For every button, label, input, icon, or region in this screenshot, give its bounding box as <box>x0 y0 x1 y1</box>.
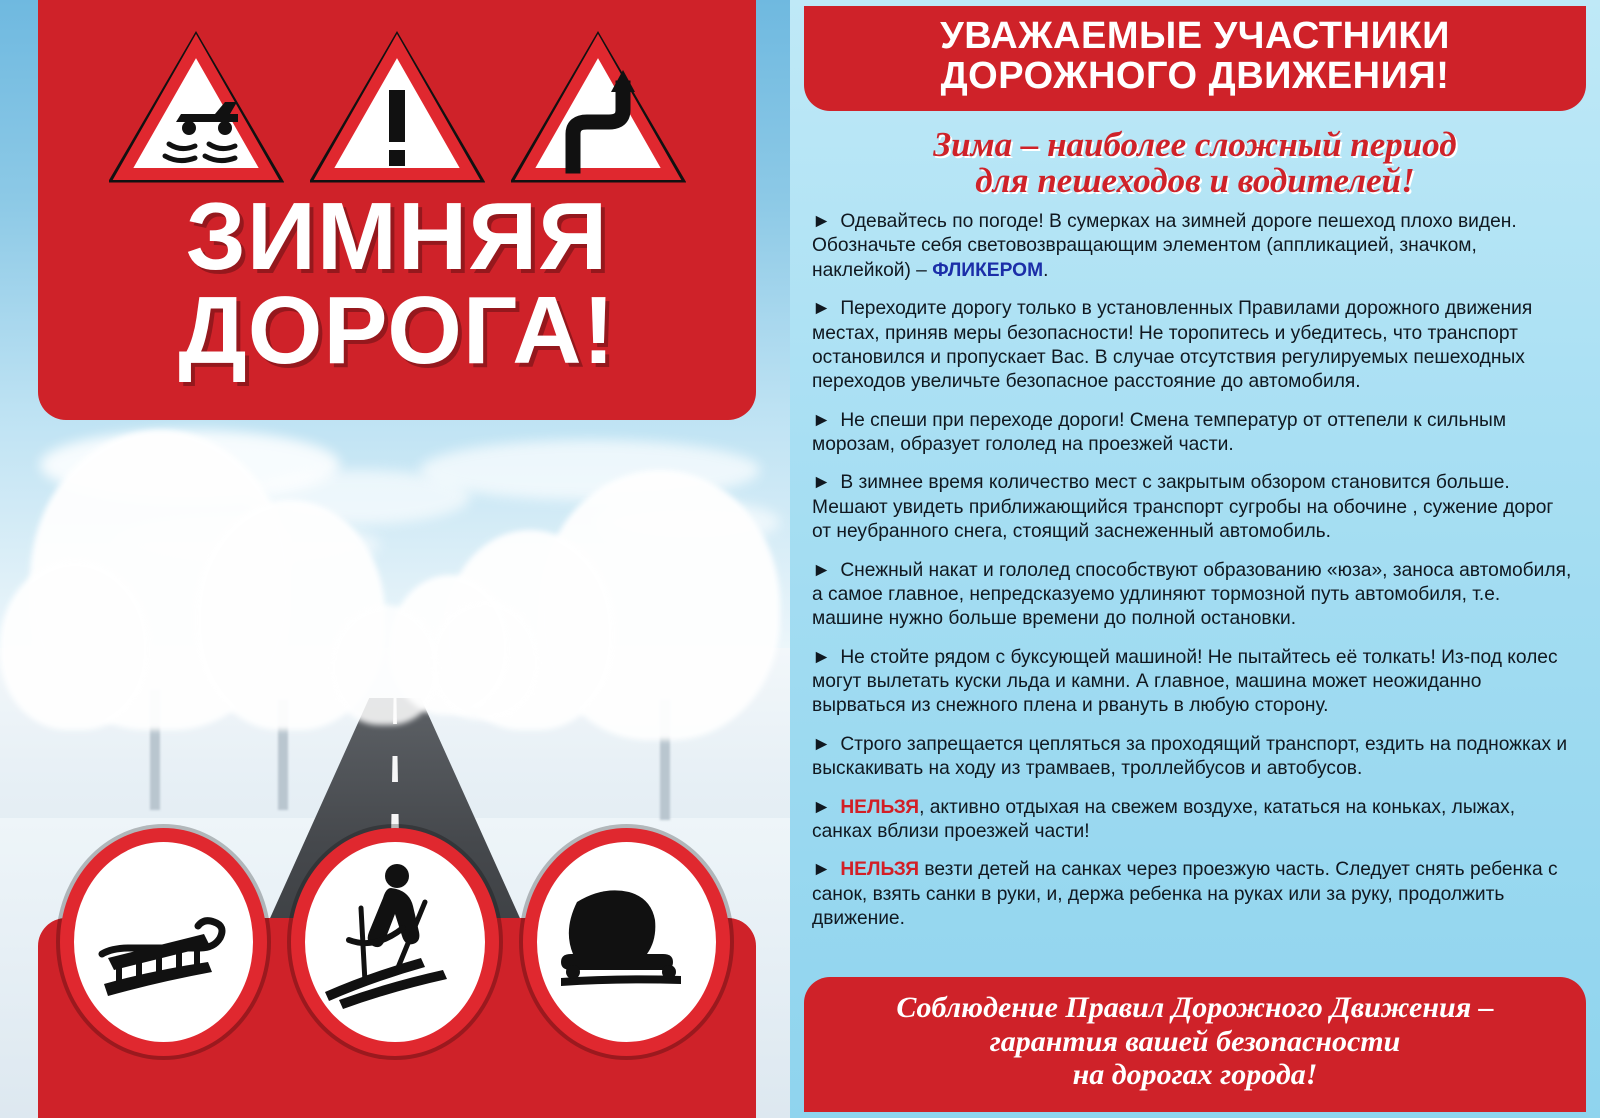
advice-accent-text: НЕЛЬЗЯ <box>840 859 920 881</box>
page-title <box>38 183 756 385</box>
advice-accent-text: ФЛИКЕРОМ <box>932 259 1044 281</box>
advice-text: . <box>1043 259 1049 281</box>
right-subtitle <box>820 124 1570 201</box>
frosty-tree <box>0 560 150 730</box>
advice-item <box>812 297 1574 395</box>
bullet-icon: ► <box>812 298 837 320</box>
advice-accent-text: НЕЛЬЗЯ <box>840 796 920 818</box>
advice-item <box>812 471 1574 544</box>
advice-text: В зимнее время количество мест с закрытым обзором становится больше. Мешают увидеть приближающийся транспорт сугробы на обочине , сужение дорог от неубранного снега, стоящий заснеженный автомобиль. <box>812 472 1554 543</box>
advice-text: , активно отдыхая на свежем воздухе, кататься на коньках, лыжах, санках вблизи проезжей части! <box>812 796 1516 842</box>
frosty-tree <box>430 600 540 720</box>
advice-text: Не спеши при переходе дороги! Смена температур от оттепели к сильным морозам, образует гололед на проезжей части. <box>812 409 1507 456</box>
advice-text: Одевайтесь по погоде! В сумерках на зимней дороге пешеход плохо виден. Обозначьте себя световозвращающим элементом (аппликацией, значком, наклейкой) – <box>812 211 1517 281</box>
right-footer-banner <box>804 977 1586 1112</box>
right-panel <box>790 0 1600 1118</box>
warning-exclamation-sign <box>310 30 485 186</box>
right-header-line-2: ДОРОЖНОГО ДВИЖЕНИЯ! <box>940 55 1450 98</box>
right-header-banner <box>804 6 1586 111</box>
warning-signs-row <box>38 30 756 186</box>
frosty-tree <box>330 605 440 725</box>
advice-item <box>812 858 1574 931</box>
double-bend-sign <box>511 30 686 186</box>
advice-list <box>812 210 1574 931</box>
advice-item <box>812 733 1574 782</box>
bullet-icon: ► <box>812 559 837 581</box>
bullet-icon: ► <box>812 796 837 818</box>
footer-line-2: гарантия вашей безопасности <box>989 1024 1401 1058</box>
footer-line-1: Соблюдение Правил Дорожного Движения – <box>896 991 1494 1025</box>
title-banner <box>38 0 756 420</box>
bullet-icon: ► <box>812 409 837 431</box>
no-skiing-sign <box>291 828 498 1056</box>
advice-text: Переходите дорогу только в установленных Правилами дорожного движения местах, приняв меры безопасности! Не торопитесь и убедитесь, что транспорт остановился и пропускает Вас. В случае отсутствия регулируемых пешеходных переходов увеличьте безопасное расстояние до автомобиля. <box>812 298 1533 393</box>
bullet-icon: ► <box>812 859 837 881</box>
advice-item <box>812 796 1574 845</box>
advice-item <box>812 210 1574 283</box>
title-line-2: ДОРОГА! <box>178 277 616 385</box>
prohibition-signs-row <box>60 828 730 1056</box>
bullet-icon: ► <box>812 646 837 668</box>
advice-item <box>812 409 1574 458</box>
advice-text: Снежный накат и гололед способствуют образованию «юза», заноса автомобиля, а самое главное, непредсказуемо удлиняют тормозной путь автомобиля, т.е. машине нужно больше времени до полной остановки. <box>812 559 1572 630</box>
footer-line-3: на дорогах города! <box>1072 1058 1318 1092</box>
advice-text: Не стойте рядом с буксующей машиной! Не пытайтесь её толкать! Из-под колес могут вылетать куски льда и камни. А главное, машина может неожиданно вырваться из снежного плена и рвануть в любую сторону. <box>812 646 1558 717</box>
advice-item <box>812 646 1574 719</box>
bullet-icon: ► <box>812 211 837 233</box>
no-sledding-sign <box>60 828 267 1056</box>
advice-text: везти детей на санках через проезжую часть. Следует снять ребенка с санок, взять санки в руки, и, держа ребенка на руках или за руку, продолжить движение. <box>812 859 1558 930</box>
right-subtitle-line-2: для пешеходов и водителей! <box>975 161 1415 201</box>
right-subtitle-line-1: Зима – наиболее сложный период <box>933 124 1457 164</box>
no-skating-sign <box>523 828 730 1056</box>
bullet-icon: ► <box>812 733 837 755</box>
advice-item <box>812 559 1574 632</box>
left-panel <box>0 0 790 1118</box>
slippery-road-sign <box>109 30 284 186</box>
right-header-line-1: УВАЖАЕМЫЕ УЧАСТНИКИ <box>940 15 1450 57</box>
advice-text: Строго запрещается цепляться за проходящий транспорт, ездить на подножках и выскакивать на ходу из трамваев, троллейбусов и автобусов. <box>812 733 1568 780</box>
bullet-icon: ► <box>812 472 837 494</box>
title-line-1: ЗИМНЯЯ <box>185 183 609 290</box>
